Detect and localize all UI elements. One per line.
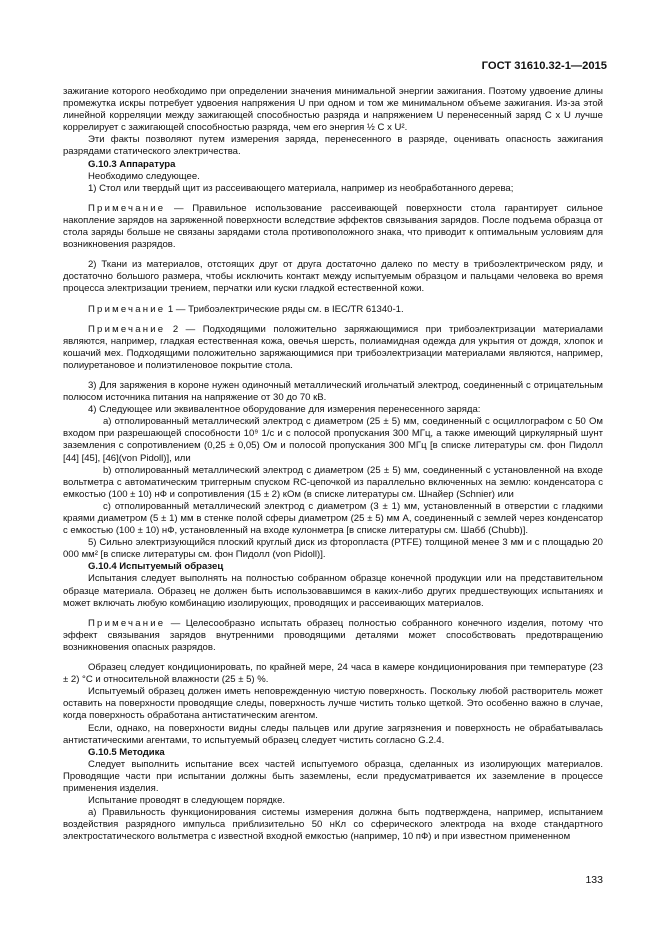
paragraph: Эти факты позволяют путем измерения заряда, перенесенного в разряде, оценивать опасность зажигания разрядами статического электричества. (63, 134, 603, 158)
section-heading: G.10.5 Методика (88, 746, 165, 758)
note-text: — Целесообразно испытать образец полностью собранного конечного изделия, потому что эффект связывания зарядов внутренними проводящими деталями может способствовать предотвращению возникновения опасных разрядов. (63, 617, 604, 653)
paragraph: Если, однако, на поверхности видны следы пальцев или другие загрязнения и поверхность не обрабатывалась антистатическими агентами, то испытуемый образец следует чистить согласно G.2.4. (63, 722, 603, 746)
list-item: 1) Стол или твердый щит из рассеивающего материала, например из необработанного дерева; (88, 182, 514, 194)
paragraph: Испытание проводят в следующем порядке. (88, 795, 286, 807)
list-item: 4) Следующее или эквивалентное оборудование для измерения перенесенного заряда: (88, 404, 481, 416)
list-item: 3) Для заряжения в короне нужен одиночный металлический игольчатый электрод, соединенный с отрицательным полюсом источника питания на напряжение от 30 до 70 кВ. (63, 379, 603, 404)
note (63, 304, 603, 316)
note-text: — Правильное использование рассеивающей поверхности стола гарантирует сильное накопление зарядов на заряженной поверхности вследствие эффектов связывания зарядов. После подъема образца от стола заряды больше не связаны зарядами стола противоположного знака, что приводит к оптимальным условиям для возникновения разрядов. (63, 202, 603, 251)
note (63, 618, 603, 654)
section-heading: G.10.4 Испытуемый образец (88, 561, 224, 573)
note (63, 324, 603, 372)
note-label: Примечание (88, 323, 166, 335)
note (63, 203, 603, 251)
note-label: Примечание (88, 303, 166, 315)
note-label: Примечание (88, 617, 166, 629)
list-item: a) отполированный металлический электрод с диаметром (25 ± 5) мм, соединенный с осциллографом с 50 Ом входом при разрешающей способности 10⁹ 1/с и с полосой пропускания 300 МГц, а также имеющий циркулярный шунт заземления с сопротивлением (0,25 ± 0,05) Ом и полосой пропускания 300 МГц [в списке литературы см. фон Пидолл [44] [45], [46](von Pidoll)], или (63, 416, 603, 464)
paragraph: Следует выполнить испытание всех частей испытуемого образца, сделанных из изолирующих материалов. Проводящие части при испытании должны быть заземлены, если предусматривается их заземление в процессе применения изделия. (63, 758, 603, 794)
paragraph: зажигание которого необходимо при определении значения минимальной энергии зажигания. Поэтому удвоение длины промежутка искры потребует удвоения напряжения U при одном и том же минимальном объеме зажигания. Из-за этой линейной корреляции между зажигающей способностью разряда и напряжением U перенесенный заряд C x U лучше коррелирует с зажигающей способностью разряда, чем его энергия ½ C x U². (63, 86, 603, 134)
page-number: 133 (585, 874, 603, 886)
list-item: 2) Ткани из материалов, отстоящих друг от друга достаточно далеко по месту в трибоэлектрическом ряду, и достаточно большого размера, чтобы исключить контакт между испытуемым образцом и пальцами человека во время процесса электризации трением, перчатки или куски гладкой естественной кожи. (63, 259, 603, 295)
note-text: 2 — Подходящими положительно заряжающимися при трибоэлектризации материалами являются, например, гладкая естественная кожа, овечья шерсть, полиамидная одежда для укрытия от дождя, хлопок и кошачий мех. Подходящими положительно заряжающимися при трибоэлектризации материалами являются, например, полиуретановое и полиэтиленовое покрытие стола. (63, 323, 603, 371)
list-item: b) отполированный металлический электрод с диаметром (25 ± 5) мм, соединенный с установленной на входе вольтметра с автоматическим триггерным спуском RC-цепочкой из параллельно включенных на землю: конденсатора с емкостью (100 ± 10) нФ и сопротивления (15 ± 2) кОм (в списке литературы см. Шнайер (Schnier) или (63, 464, 603, 500)
note-text: 1 — Трибоэлектрические ряды см. в IEC/TR 61340-1. (167, 303, 404, 315)
paragraph: Необходимо следующее. (88, 170, 200, 182)
standard-designation: ГОСТ 31610.32-1—2015 (481, 60, 607, 72)
list-item: c) отполированный металлический электрод с диаметром (3 ± 1) мм, установленный в отверстии с гладкими краями диаметром (5 ± 1) мм в стенке полой сферы диаметром (25 ± 5) мм А, соединенный с землей через конденсатор с емкостью (100 ± 10) нФ, установленный на входе кулонметра [в списке литературы см. Шабб (Chubb)]. (63, 500, 603, 537)
paragraph: Испытуемый образец должен иметь неповрежденную чистую поверхность. Поскольку любой растворитель может оставить на поверхности проводящие следы, поверхность лучше чистить только щеткой. Это особенно важно в случае, когда поверхность обработана антистатическим агентом. (63, 686, 603, 722)
document-body (63, 86, 603, 843)
paragraph: Испытания следует выполнять на полностью собранном образце конечной продукции или на представительном образце материала. Образец не должен быть использовавшимся в каких-либо других предшествующих испытаниях и может включать любую комбинацию изолирующих, проводящих и рассеивающих материалов. (63, 573, 603, 609)
note-label: Примечание (88, 202, 166, 214)
list-item: 5) Сильно электризующийся плоский круглый диск из фторопласта (PTFE) толщиной менее 3 мм и с площадью 20 000 мм² [в списке литературы см. фон Пидолл (von Pidoll)]. (63, 537, 603, 561)
list-item: a) Правильность функционирования системы измерения должна быть подтверждена, например, испытанием воздействия разрядного импульса приблизительно 50 нКл со сферического электрода на входе стандартного электростатического вольтметра с известной входной емкостью (например, 10 пФ) и при известном примененном (63, 807, 603, 843)
section-heading: G.10.3 Аппаратура (88, 158, 176, 170)
paragraph: Образец следует кондиционировать, по крайней мере, 24 часа в камере кондиционирования при температуре (23 ± 2) °C и относительной влажности (25 ± 5) %. (63, 662, 603, 686)
